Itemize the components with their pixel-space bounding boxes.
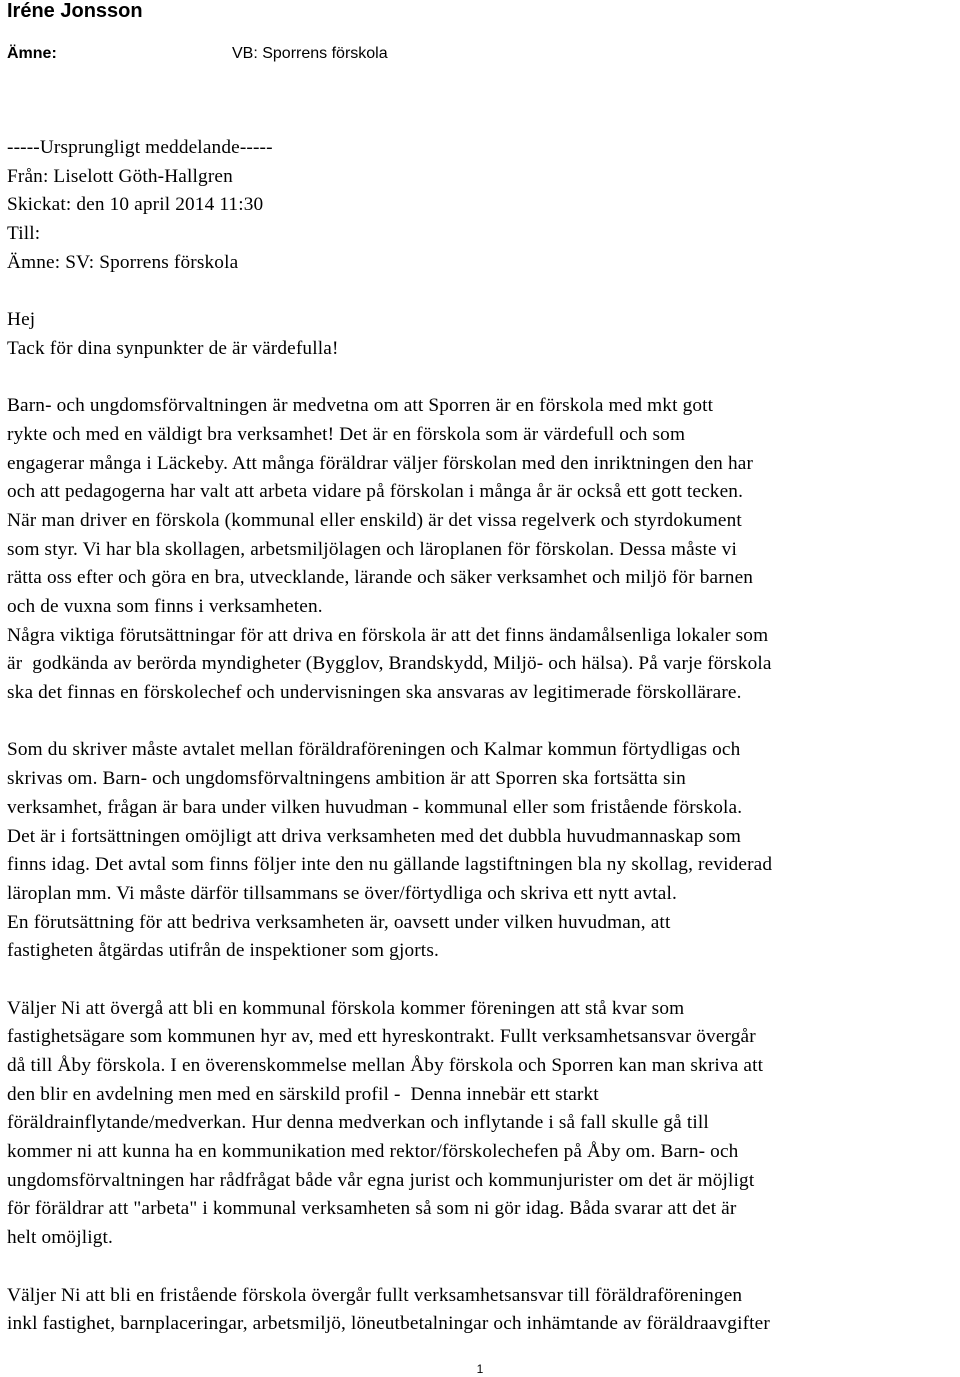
spacer <box>7 708 957 737</box>
paragraph-line: skrivas om. Barn- och ungdomsförvaltningens ambition är att Sporren ska fortsätta sin <box>7 768 686 790</box>
spacer <box>7 364 957 393</box>
paragraph-line: för föräldrar att "arbeta" i kommunal verksamheten så som ni gör idag. Båda svarar att det är <box>7 1198 737 1220</box>
paragraph-line: En förutsättning för att bedriva verksamheten är, oavsett under vilken huvudman, att <box>7 911 671 933</box>
paragraph-line: finns idag. Det avtal som finns följer inte den nu gällande lagstiftningen bla ny skollag, reviderad <box>7 854 773 876</box>
paragraph-line: kommer ni att kunna ha en kommunikation med rektor/förskolechefen på Åby om. Barn- och <box>7 1141 739 1163</box>
paragraph-line: Väljer Ni att övergå att bli en kommunal förskola kommer föreningen att stå kvar som <box>7 997 685 1019</box>
paragraph-line: verksamhet, frågan är bara under vilken huvudman - kommunal eller som fristående förskola. <box>7 796 743 818</box>
paragraph-line: inkl fastighet, barnplaceringar, arbetsmiljö, löneutbetalningar och inhämtande av föräldraavgifter <box>7 1313 770 1335</box>
paragraph-line: föräldrainflytande/medverkan. Hur denna medverkan och inflytande i så fall skulle gå till <box>7 1112 709 1134</box>
greeting: Hej <box>7 309 36 331</box>
paragraph-line: ungdomsförvaltningen har rådfrågat både vår egna jurist och kommunjurister om det är möjligt <box>7 1169 755 1191</box>
spacer <box>7 1253 957 1282</box>
original-subject: Ämne: SV: Sporrens förskola <box>7 251 239 273</box>
paragraph-line: då till Åby förskola. I en överenskommelse mellan Åby förskola och Sporren kan man skriva att <box>7 1055 764 1076</box>
paragraph-line: Några viktiga förutsättningar för att driva en förskola är att det finns ändamålsenliga lokaler som <box>7 624 769 646</box>
paragraph-line: ska det finnas en förskolechef och undervisningen ska ansvaras av legitimerade förskollärare. <box>7 682 742 704</box>
paragraph-line: läroplan mm. Vi måste därför tillsammans se över/förtydliga och skriva ett nytt avtal. <box>7 882 677 904</box>
paragraph-line: fastigheten åtgärdas utifrån de inspektioner som gjorts. <box>7 940 439 962</box>
paragraph-3 <box>7 995 957 1253</box>
paragraph-line: helt omöjligt. <box>7 1227 114 1249</box>
paragraph-line: fastighetsägare som kommunen hyr av, med ett hyreskontrakt. Fullt verksamhetsansvar övergår <box>7 1026 756 1048</box>
paragraph-line: rykte och med en väldigt bra verksamhet! Det är en förskola som är värdefull och som <box>7 423 686 445</box>
original-sent: Skickat: den 10 april 2014 11:30 <box>7 194 264 216</box>
spacer <box>7 966 957 995</box>
paragraph-line: och att pedagogerna har valt att arbeta vidare på förskolan i många år är också ett gott tecken. <box>7 481 744 503</box>
email-body <box>7 134 957 1339</box>
paragraph-line: När man driver en förskola (kommunal eller enskild) är det vissa regelverk och styrdokument <box>7 509 742 531</box>
paragraph-line: som styr. Vi har bla skollagen, arbetsmiljölagen och läroplanen för förskolan. Dessa måste vi <box>7 538 737 560</box>
subject-value: VB: Sporrens förskola <box>232 45 388 62</box>
paragraph-4 <box>7 1282 957 1339</box>
paragraph-line: och de vuxna som finns i verksamheten. <box>7 596 323 617</box>
paragraph-1 <box>7 392 957 708</box>
page-number: 1 <box>476 1362 484 1376</box>
paragraph-line: Barn- och ungdomsförvaltningen är medvetna om att Sporren är en förskola med mkt gott <box>7 395 714 417</box>
paragraph-2 <box>7 736 957 966</box>
paragraph-line: är godkända av berörda myndigheter (Bygglov, Brandskydd, Miljö- och hälsa). På varje förskola <box>7 653 772 675</box>
paragraph-line: Väljer Ni att bli en fristående förskola övergår fullt verksamhetsansvar till föräldraföreningen <box>7 1284 743 1306</box>
paragraph-line: rätta oss efter och göra en bra, utvecklande, lärande och säker verksamhet och miljö för barnen <box>7 567 754 589</box>
thanks-line: Tack för dina synpunkter de är värdefulla! <box>7 337 339 359</box>
paragraph-line: engagerar många i Läckeby. Att många föräldrar väljer förskolan med den inriktningen den har <box>7 452 754 474</box>
spacer <box>7 277 957 306</box>
original-message-separator: -----Ursprungligt meddelande----- <box>7 137 273 158</box>
original-message-block <box>7 134 957 277</box>
paragraph-line: Det är i fortsättningen omöjligt att driva verksamheten med det dubbla huvudmannaskap som <box>7 825 742 847</box>
subject-label: Ämne: <box>7 45 57 62</box>
paragraph-line: den blir en avdelning men med en särskild profil - Denna innebär ett starkt <box>7 1083 599 1105</box>
original-to: Till: <box>7 223 41 245</box>
original-from: Från: Liselott Göth-Hallgren <box>7 165 233 187</box>
sender-name: Iréne Jonsson <box>7 0 143 22</box>
paragraph-line: Som du skriver måste avtalet mellan föräldraföreningen och Kalmar kommun förtydligas och <box>7 739 741 761</box>
